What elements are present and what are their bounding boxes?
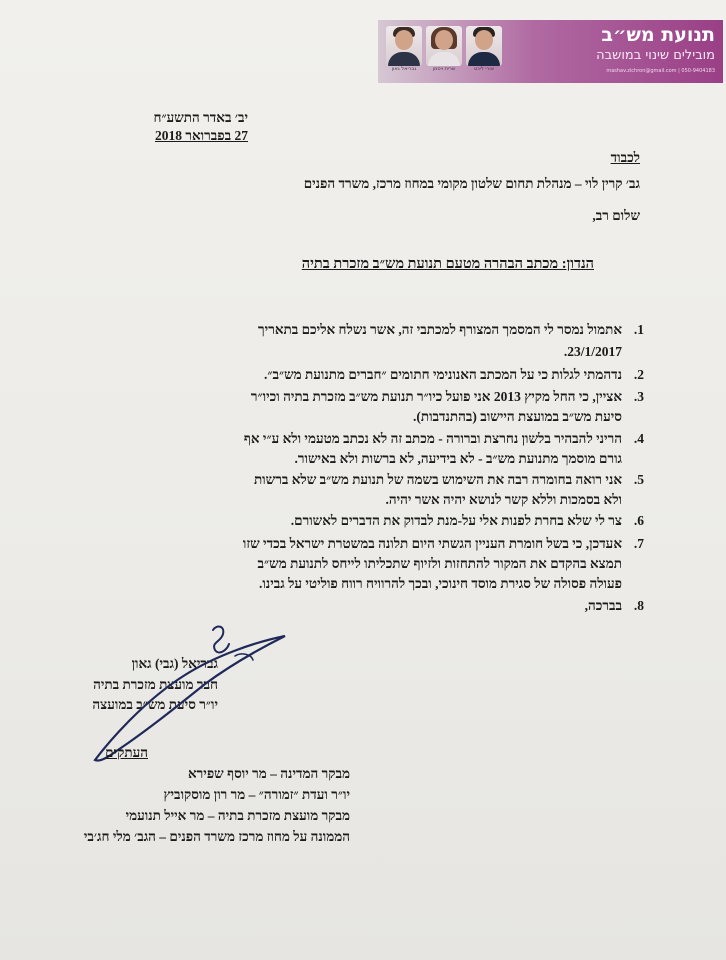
greeting: שלום רב,	[592, 208, 640, 223]
letterhead-banner	[378, 20, 723, 83]
photo-caption-1: גבריאל גאון	[391, 66, 417, 72]
item-line: אעדכן, כי בשל חומרת העניין הגשתי היום תלונה במשטרת ישראל בכדי שזו	[242, 536, 622, 551]
photo-caption-3: אורי ליכט	[473, 66, 495, 72]
cc-line-3: מבקר מועצת מזכרת בתיה – מר אייל תנועמי	[125, 808, 350, 823]
subject-line: הנדון: מכתב הבהרה מטעם תנועת מש״ב מזכרת בתיה	[301, 256, 594, 272]
item-number: 6.	[633, 513, 644, 528]
item-line: אני רואה בחומרה רבה את השימוש בשמה של תנועת מש״ב שלא ברשות	[253, 472, 622, 487]
item-line: בברכה,	[584, 598, 622, 613]
cc-line-4: הממונה על מחוז מרכז משרד הפנים – הגב׳ מלי חג׳בי	[83, 829, 350, 844]
cc-title: העתקים	[105, 745, 148, 760]
item-line: אתמול נמסר לי המסמך המצורף למכתבי זה, אשר נשלח אליכם בתאריך	[258, 322, 622, 337]
item-line: ולא בסמכות וללא קשר לנושא יהיה אשר יהיה.	[385, 492, 622, 507]
candidate-photo-2	[426, 26, 462, 66]
item-line: נדהמתי לגלות כי על המכתב האנונימי חתומים ״חברים מתנועת מש״ב״.	[263, 367, 622, 382]
cc-line-2: יו״ר ועדת ״זמורה״ – מר רון מוסקוביץ	[163, 787, 350, 802]
item-line: תמצא בהקדם את המקור להתחזות ולזיוף שתכליתו לייחס לתנועת מש״ב	[257, 556, 622, 571]
to-label: לכבוד	[610, 150, 640, 165]
signature-role-1: חבר מועצת מזכרת בתיה	[93, 677, 218, 692]
item-line: הריני להבהיר בלשון נחרצת וברורה - מכתב זה לא נכתב מטעמי ולא ע״י אף	[243, 431, 622, 446]
recipient-line: גב׳ קרין לוי – מנהלת תחום שלטון מקומי במחוז מרכז, משרד הפנים	[303, 176, 640, 191]
item-number: 1.	[633, 322, 644, 337]
item-number: 8.	[633, 598, 644, 613]
signature-role-2: יו״ר סיעת מש״ב במועצה	[92, 697, 218, 712]
item-line: גורם מוסמך מתנועת מש״ב - לא בידיעה, לא ברשות ולא באישור.	[294, 451, 622, 466]
item-line: אציין, כי החל מקיץ 2013 אני פועל כיו״ר תנועת מש״ב מזכרת בתיה וכיו״ר	[250, 389, 622, 404]
item-number: 2.	[633, 367, 644, 382]
item-line: 23/1/2017.	[563, 344, 622, 359]
signature-name: גבריאל (גבי) גאון	[131, 656, 218, 671]
cc-line-1: מבקר המדינה – מר יוסף שפירא	[188, 766, 350, 781]
photo-caption-2: שרית ויסמן	[432, 66, 456, 72]
item-number: 7.	[633, 536, 644, 551]
candidate-photo-3	[466, 26, 502, 66]
item-number: 4.	[633, 431, 644, 446]
candidate-photo-1	[386, 26, 422, 66]
item-number: 5.	[633, 472, 644, 487]
movement-slogan: מובילים שינוי במושבה	[596, 48, 715, 63]
gregorian-date: 27 בפברואר 2018	[155, 128, 248, 143]
item-line: צר לי שלא בחרת לפנות אלי על-מנת לבדוק את הדברים לאשורם.	[290, 513, 622, 528]
movement-contact: mashav.zichron@gmail.com | 050-9404183	[606, 68, 715, 74]
item-line: סיעת מש״ב במועצת היישוב (בהתנדבות).	[412, 409, 622, 424]
hebrew-date: יב׳ באדר התשע״ח	[153, 110, 248, 125]
item-number: 3.	[633, 389, 644, 404]
movement-logo-title: תנועת מש״ב	[601, 24, 715, 46]
item-line: פעולה פסולה של סגירת מוסד חינוכי, ובכך להרוויח רווח פוליטי על גבינו.	[258, 576, 622, 591]
